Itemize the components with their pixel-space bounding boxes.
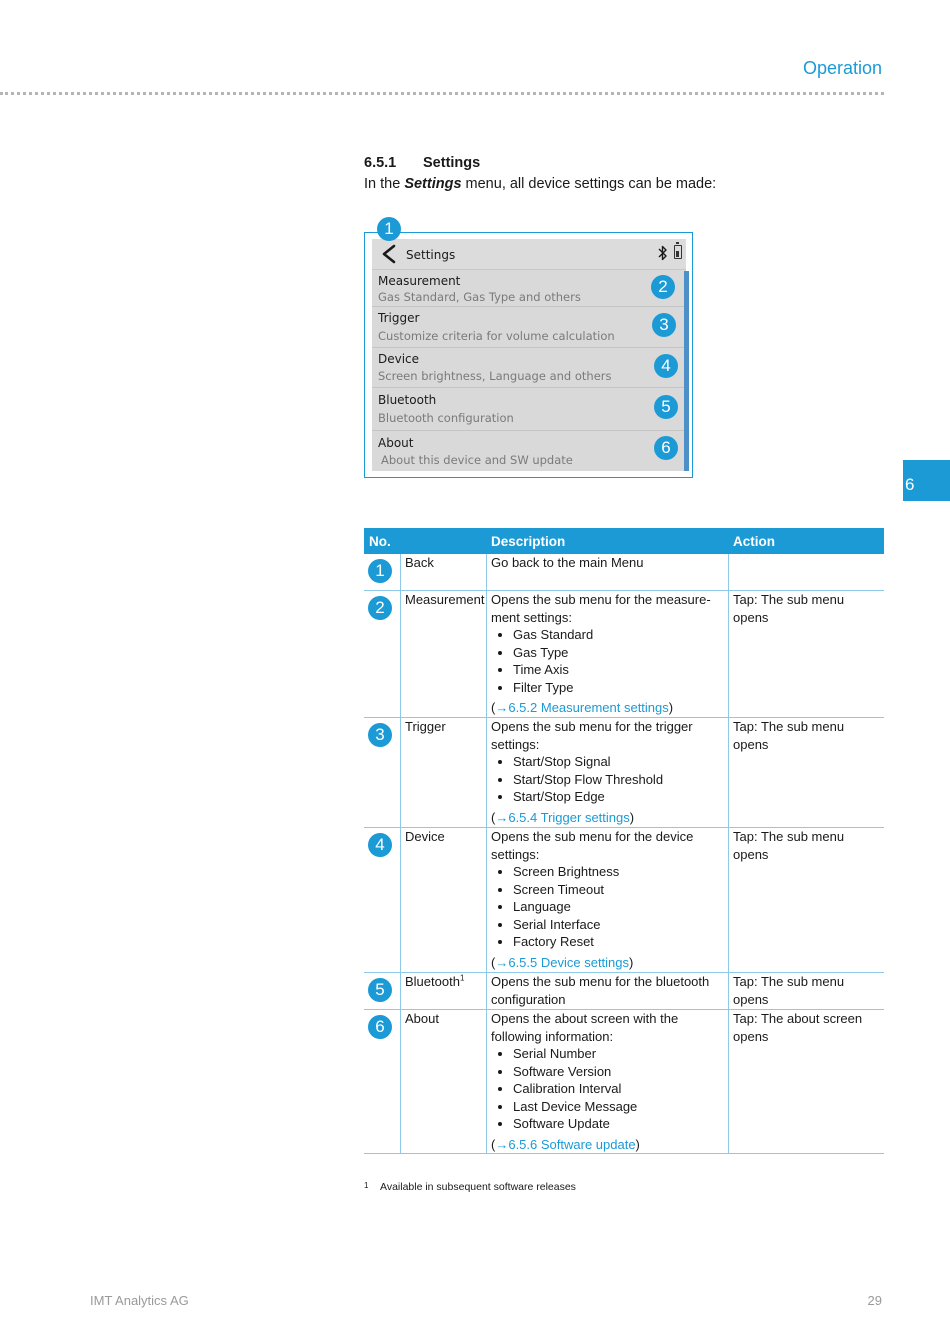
- cross-reference-link[interactable]: [495, 955, 629, 970]
- row-number-badge: 5: [368, 978, 392, 1002]
- device-screen-title: Settings: [406, 248, 456, 262]
- row-name-cell: [405, 973, 464, 991]
- intro-text: In the: [364, 176, 405, 192]
- table-row: [364, 718, 884, 828]
- callout-1: 1: [377, 217, 401, 241]
- section-intro: [364, 176, 716, 192]
- row-action: Tap: The about screen opens: [733, 1011, 863, 1044]
- cross-reference: (→6.5.2 Measurement settings): [491, 700, 674, 715]
- section-heading: [364, 155, 480, 171]
- row-description: Opens the about screen with the following information:: [491, 1011, 679, 1044]
- list-item: • Software Update: [513, 1115, 727, 1133]
- row-number-badge: 1: [368, 559, 392, 583]
- row-bullet-list: [491, 626, 727, 696]
- row-bullet-list: [491, 863, 727, 951]
- cross-reference-link[interactable]: [495, 700, 668, 715]
- menu-item-subtitle: Bluetooth configuration: [378, 411, 514, 425]
- table-header: [364, 528, 884, 554]
- section-number: 6.5.1: [364, 155, 397, 171]
- cross-reference: (→6.5.6 Software update): [491, 1136, 640, 1152]
- menu-item-subtitle: Screen brightness, Language and others: [378, 369, 612, 383]
- header-action: Action: [733, 534, 775, 549]
- list-item: • Screen Brightness: [513, 863, 727, 881]
- list-item: • Last Device Message: [513, 1098, 727, 1116]
- intro-emphasis: Settings: [404, 176, 462, 192]
- device-screenshot: [364, 232, 693, 478]
- chapter-title: Operation: [802, 58, 882, 78]
- arrow-icon: →: [495, 809, 509, 825]
- list-item: • Software Version: [513, 1063, 727, 1081]
- link-text: 6.5.2 Measurement settings: [508, 700, 669, 715]
- row-bullet-list: [491, 1045, 727, 1133]
- list-item: • Serial Number: [513, 1045, 727, 1063]
- menu-item-title: Bluetooth: [378, 393, 437, 407]
- row-number-badge: 4: [368, 833, 392, 857]
- row-description: Go back to the main Menu: [491, 555, 644, 570]
- cross-reference-link[interactable]: [495, 810, 629, 825]
- device-scrollbar[interactable]: [684, 271, 689, 471]
- footer-company: IMT Analytics AG: [90, 1293, 189, 1308]
- row-description-cell: [491, 1010, 727, 1153]
- chapter-tab: 6: [903, 460, 950, 501]
- link-text: 6.5.4 Trigger settings: [508, 809, 630, 825]
- table-row: [364, 554, 884, 591]
- list-item: • Gas Type: [513, 644, 727, 662]
- bluetooth-icon: [658, 244, 668, 262]
- row-bullet-list: [491, 753, 727, 806]
- device-menu-item-about[interactable]: [372, 431, 684, 471]
- row-description: Opens the sub menu for the bluetooth configuration: [491, 974, 710, 1007]
- link-text: 6.5.6 Software update: [508, 1136, 636, 1152]
- row-name: Device: [405, 829, 445, 844]
- list-item: • Start/Stop Flow Threshold: [513, 771, 727, 789]
- device-menu-item-bluetooth[interactable]: [372, 388, 684, 431]
- footnote-marker: 1: [459, 973, 465, 983]
- list-item: • Screen Timeout: [513, 881, 727, 899]
- list-item: • Filter Type: [513, 679, 727, 697]
- footnote-number: 1: [364, 1181, 369, 1190]
- callout-2: 2: [651, 275, 675, 299]
- table-row: [364, 828, 884, 973]
- row-action: Tap: The sub menu opens: [733, 592, 845, 625]
- row-number-badge: 2: [368, 596, 392, 620]
- arrow-icon: →: [495, 954, 509, 970]
- footnote-text: Available in subsequent software releases: [380, 1181, 576, 1193]
- device-menu-item-device[interactable]: [372, 348, 684, 388]
- row-action: Tap: The sub menu opens: [733, 719, 845, 752]
- list-item: • Start/Stop Signal: [513, 753, 727, 771]
- page-number: 29: [867, 1293, 882, 1308]
- menu-item-title: Trigger: [378, 311, 420, 325]
- row-name: Measurement: [405, 592, 485, 607]
- row-name: Back: [405, 555, 434, 570]
- cross-reference: (→6.5.5 Device settings): [491, 954, 634, 970]
- menu-item-title: About: [378, 436, 414, 450]
- list-item: • Start/Stop Edge: [513, 788, 727, 806]
- row-description: Opens the sub menu for the device settings:: [491, 829, 694, 862]
- link-text: 6.5.5 Device settings: [508, 954, 630, 970]
- header-description: Description: [491, 534, 566, 549]
- settings-table: [364, 528, 884, 1154]
- device-menu-item-trigger[interactable]: [372, 307, 684, 348]
- arrow-icon: →: [495, 1136, 509, 1152]
- table-row: [364, 591, 884, 718]
- list-item: • Language: [513, 898, 727, 916]
- callout-6: 6: [654, 436, 678, 460]
- row-name: Bluetooth: [405, 974, 460, 989]
- device-menu-item-measurement[interactable]: [372, 270, 684, 307]
- row-description: Opens the sub menu for the measure-ment settings:: [491, 592, 711, 625]
- row-description: Opens the sub menu for the trigger settings:: [491, 719, 693, 752]
- intro-text-rest: menu, all device settings can be made:: [461, 176, 717, 192]
- list-item: • Time Axis: [513, 661, 727, 679]
- row-name: About: [405, 1011, 439, 1026]
- header-divider: [0, 92, 884, 95]
- row-name: Trigger: [405, 719, 446, 734]
- callout-4: 4: [654, 354, 678, 378]
- battery-icon: [674, 245, 682, 259]
- row-description-cell: [491, 591, 727, 717]
- row-number-badge: 6: [368, 1015, 392, 1039]
- device-screen: [372, 239, 686, 471]
- row-action: Tap: The sub menu opens: [733, 829, 845, 862]
- table-row: [364, 973, 884, 1010]
- table-row: [364, 1010, 884, 1154]
- footnote: [364, 1181, 576, 1193]
- row-number-badge: 3: [368, 723, 392, 747]
- list-item: • Serial Interface: [513, 916, 727, 934]
- callout-3: 3: [652, 313, 676, 337]
- callout-5: 5: [654, 395, 678, 419]
- arrow-icon: →: [495, 700, 509, 715]
- cross-reference: (→6.5.4 Trigger settings): [491, 809, 635, 825]
- list-item: • Gas Standard: [513, 626, 727, 644]
- back-chevron-icon[interactable]: [380, 244, 398, 264]
- menu-item-title: Measurement: [378, 274, 461, 288]
- menu-item-subtitle: Customize criteria for volume calculation: [378, 329, 615, 343]
- cross-reference-link[interactable]: [495, 1137, 635, 1152]
- menu-item-title: Device: [378, 352, 420, 366]
- row-description-cell: [491, 718, 727, 826]
- row-action: Tap: The sub menu opens: [733, 974, 845, 1007]
- menu-item-subtitle: About this device and SW update: [381, 453, 573, 467]
- header-no: No.: [369, 534, 391, 549]
- menu-item-subtitle: Gas Standard, Gas Type and others: [378, 290, 581, 304]
- list-item: • Factory Reset: [513, 933, 727, 951]
- row-description-cell: [491, 828, 727, 971]
- list-item: • Calibration Interval: [513, 1080, 727, 1098]
- section-title: Settings: [423, 155, 481, 171]
- device-title-bar: [372, 239, 686, 270]
